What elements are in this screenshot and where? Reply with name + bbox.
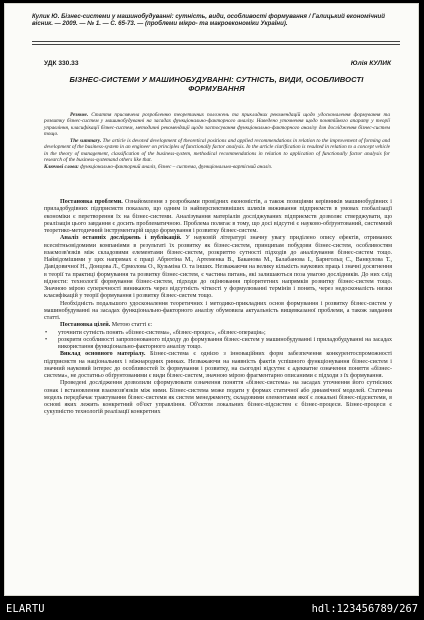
bullet-marker: • xyxy=(45,336,48,343)
header-rule-bottom xyxy=(32,44,400,45)
udk-code: УДК 330.33 xyxy=(44,60,79,67)
section-heading: Аналіз останніх досліджень і публікацій. xyxy=(60,235,182,242)
abstract xyxy=(44,112,390,170)
list-item xyxy=(44,330,392,337)
section-problem xyxy=(44,199,392,235)
section-goals xyxy=(44,322,392,329)
author-name: Юлія КУЛИК xyxy=(350,60,391,67)
section-text: Метою статті є: xyxy=(111,322,153,329)
footer-handle-label: hdl:123456789/267 xyxy=(311,603,418,615)
keywords-paragraph xyxy=(44,164,390,170)
footer-repository-label: ELARTU xyxy=(6,603,45,615)
goals-list xyxy=(44,330,392,352)
list-item-text: уточнити сутність понять «бізнес-система», «бізнес-процес», «бізнес-операція»; xyxy=(58,329,266,336)
resume-lead: Резюме. xyxy=(70,112,89,118)
section-main-cont: Проведені дослідження дозволили сформулювати означення поняття «бізнес-система» на засадах уточнення його сутнісних ознак і встановлення взаємозв'язків між ними. Бізнес-система може подати у формах статичної або динамічної моделей. Статична модель передбачає трактування бізнес-системи як систем менеджменту, складовими елементами якої є локальні бізнес-підсистеми, в основі яких лежить конкретний об'єкт управління. Об'єктом локальних бізнес-підсистем є бізнес-процеси. Бізнес-процеси є сукупністю технологій реалізації конкретних xyxy=(44,380,392,416)
section-heading: Постановка проблеми. xyxy=(60,199,123,205)
summary-lead: The summary. xyxy=(70,137,102,144)
bullet-marker: • xyxy=(45,329,48,336)
section-analysis-cont: Необхідність подальшого удосконалення теоретичних і методико-прикладних основ формування і розвитку бізнес-систем у машинобудуванні на засадах функціонально-факторного аналізу обумовила актуальність вищевказаної проблеми, а також завдання статті. xyxy=(44,300,392,321)
resume-paragraph xyxy=(44,112,390,138)
section-text: У науковій літературі значну увагу приділено опису ефектів, отриманих всесвітньовідомими компаніями в результаті їх розвитку як бізнес-систем, принципам побудови бізнес-систем, особливостям взаємозв'язків між складовими елементами бізнес-систем, розкриттю сутності підходів до аналізування бізнес-систем тощо. Найвідомішими у цих напрямах є праці Абрютіна М., Артеменка В., Баканова М., Балабанова І., Барнгольц С., Ванкулова Т., Давідовичної Н., Донцова Л., Єрмолова О., Кузьміна О. та інших. Незважаючи на велику кількість наукових праць і значні досягнення в теорії та практиці формування та розвитку бізнес-систем, є частина питань, які залишаються поза увагою дослідників. До них слід віднести: технології формування бізнес-систем, підходи до оцінювання пріоритетних напрямків розвитку бізнес-систем тощо. Значною мірою суперечності виникають через відсутність чіткості у формулюванні термінів і понять, через недосконалість низки класифікацій у теорії формування і розвитку бізнес-систем тощо. xyxy=(44,235,392,300)
citation-header: Кулик Ю. Бізнес-системи у машинобудуванні: сутність, види, особливості формування / Галицький економічний вісник. — 2009. — № 1. — С. 65-73. — (проблеми мікро- та макроекономіки України). xyxy=(32,13,386,28)
header-rule-top xyxy=(32,41,400,42)
keywords-text: функціонально-факторний аналіз, бізнес – система, функціонально-вартісний аналіз. xyxy=(80,163,273,170)
summary-paragraph xyxy=(44,138,390,164)
resume-text: Стаття присвячена розробленню теоретичних положень та прикладних рекомендацій щодо удосконалення формування та розвитку бізнес-систем у машинобудуванні на засадах функціонально-факторного аналізу. Наведено уточнення щодо понятійного апарату у теорії управління, класифікації бізнес-систем, методичні рекомендації щодо застосування функціонально-факторного аналізу для дослідження бізнес-систем тощо. xyxy=(44,112,390,138)
section-main xyxy=(44,351,392,380)
document-page xyxy=(4,3,419,596)
article-title: БІЗНЕС-СИСТЕМИ У МАШИНОБУДУВАННІ: СУТНІСТЬ, ВИДИ, ОСОБЛИВОСТІ ФОРМУВАННЯ xyxy=(69,75,364,94)
section-heading: Постановка цілей. xyxy=(60,322,111,329)
section-text: Ознайомлення з розробками провідних економістів, а також позиціями керівників машинобудівних і приладобудівних підприємств показало, що одним із найперспективніших шляхів виживання підприємств в умовах глобалізації економіки є перетворення їх на бізнес-системи. Аналізування матеріалів досліджуваних підприємств дозволяє стверджувати, що реалізація цього завдання є досить проблематичною. Проблема полягає в тому, що досі відсутні є науково-обґрунтований, системний теоретико-методичний інструментарій щодо формування і розвитку бізнес-систем. xyxy=(44,199,392,234)
article-body xyxy=(44,199,392,417)
section-text: Бізнес-система є однією з інноваційних форм забезпечення конкурентоспроможності підприємств на національних і міжнародних ринках. Незважаючи на наявність фактів успішного функціонування бізнес-систем і значний науковий інтерес до особливостей їх формування і розвитку, на сьогодні відсутнє є адекватне означення поняття «бізнес-система», не достатньо обґрунтованими є види бізнес-систем, значною мірою фрагментарно описаними є підходи з їх формування. xyxy=(44,351,392,379)
section-heading: Виклад основного матеріалу. xyxy=(60,351,146,358)
summary-text: The article is devoted development of theoretical positions and applied recommendations in relation to the improvement of forming and development of the business-system in an engineer on principles of functionally factor analysis. In the article clarification is resulted in relation to a concept vehicle in the theory of management, classification of the business-system, methodical recommendations in relation to application of functionally factor analysis for research of the business-systemand others like that. xyxy=(44,137,391,164)
keywords-lead: Ключові слова: xyxy=(44,163,79,170)
list-item xyxy=(44,337,392,352)
list-item-text: розкрити особливості запропонованого підходу до формування бізнес-систем у машинобудуванні і приладобудуванні на засадах використання функціонально-факторного аналізу тощо. xyxy=(58,336,392,350)
section-analysis xyxy=(44,235,392,300)
